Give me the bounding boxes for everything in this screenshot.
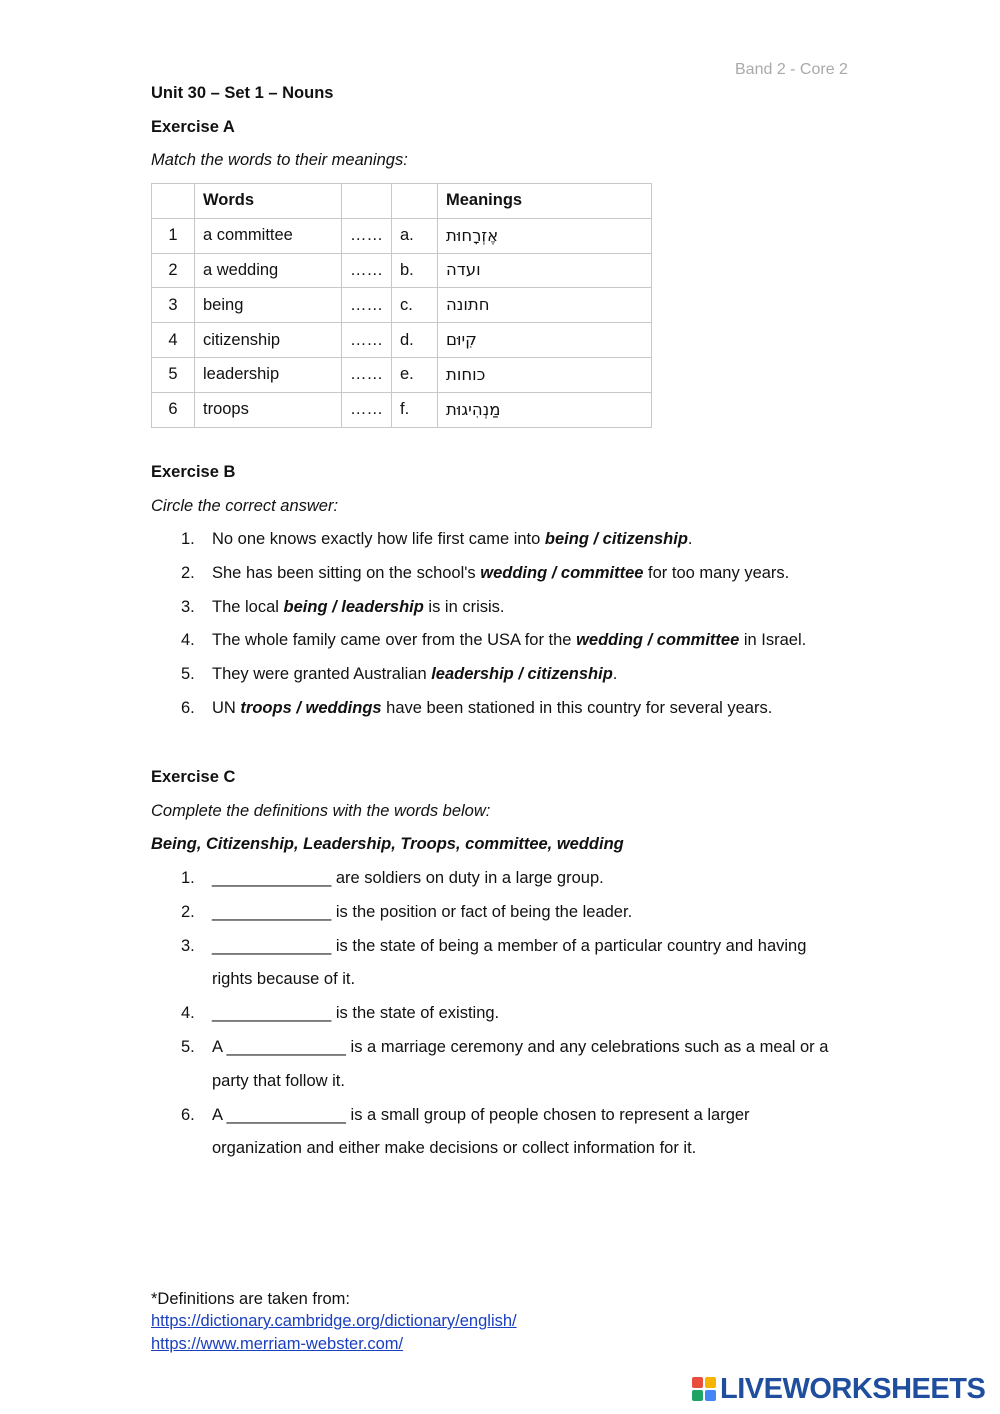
header-meanings: Meanings	[438, 184, 652, 219]
answer-blank[interactable]: ……	[342, 323, 392, 358]
row-meaning: חתונה	[446, 295, 490, 315]
row-letter: c.	[392, 288, 438, 323]
definition-continuation: party that follow it.	[212, 1071, 345, 1090]
item-number: 3.	[181, 597, 195, 616]
sentence-end: for too many years.	[643, 563, 790, 582]
header-band-label: Band 2 - Core 2	[735, 61, 848, 78]
item-number: 5.	[181, 665, 195, 684]
logo-text: LIVEWORKSHEETS	[720, 1372, 986, 1405]
answer-options[interactable]: wedding / committee	[480, 563, 644, 582]
row-word: leadership	[195, 357, 342, 392]
list-item	[151, 523, 851, 557]
table-row	[152, 392, 652, 427]
list-item	[151, 930, 851, 998]
unit-title: Unit 30 – Set 1 – Nouns	[151, 84, 334, 102]
sentence-end: have been stationed in this country for several years.	[381, 698, 773, 717]
exercise-b-title: Exercise B	[151, 463, 236, 481]
sentence-start: UN	[212, 698, 241, 717]
item-number: 6.	[181, 1105, 195, 1124]
merriam-webster-link[interactable]: https://www.merriam-webster.com/	[151, 1335, 404, 1353]
answer-options[interactable]: wedding / committee	[576, 631, 740, 650]
item-number: 4.	[181, 1004, 195, 1023]
row-number: 5	[152, 357, 195, 392]
exercise-c-title: Exercise C	[151, 768, 236, 786]
row-word: being	[195, 288, 342, 323]
sentence-start: The local	[212, 597, 284, 616]
definition-text[interactable]: _____________ is the state of existing.	[212, 1004, 500, 1023]
table-row	[152, 253, 652, 288]
footer-note: *Definitions are taken from:	[151, 1290, 351, 1308]
table-row	[152, 357, 652, 392]
row-letter: a.	[392, 218, 438, 253]
row-word: a wedding	[195, 253, 342, 288]
row-letter: b.	[392, 253, 438, 288]
answer-blank[interactable]: ……	[342, 288, 392, 323]
list-item	[151, 997, 851, 1031]
row-number: 2	[152, 253, 195, 288]
header-blank-cell	[342, 184, 392, 219]
exercise-c-list	[151, 862, 851, 1166]
row-letter: f.	[392, 392, 438, 427]
definition-text[interactable]: A _____________ is a small group of people chosen to represent a larger	[212, 1105, 750, 1124]
row-number: 1	[152, 218, 195, 253]
row-number: 3	[152, 288, 195, 323]
exercise-c-instruction: Complete the definitions with the words below:	[151, 802, 491, 820]
header-letter-cell	[392, 184, 438, 219]
item-number: 5.	[181, 1037, 195, 1056]
list-item	[151, 692, 851, 726]
definition-continuation: organization and either make decisions or collect information for it.	[212, 1139, 697, 1158]
table-row	[152, 218, 652, 253]
sentence-start: They were granted Australian	[212, 665, 432, 684]
item-number: 6.	[181, 698, 195, 717]
exercise-a-title: Exercise A	[151, 118, 235, 136]
header-words: Words	[195, 184, 342, 219]
sentence-end: in Israel.	[739, 631, 807, 650]
exercise-a-instruction: Match the words to their meanings:	[151, 151, 408, 169]
row-word: troops	[195, 392, 342, 427]
answer-options[interactable]: being / citizenship	[544, 530, 688, 548]
item-number: 3.	[181, 936, 195, 955]
sentence-start: She has been sitting on the school's	[212, 563, 481, 582]
item-number: 2.	[181, 902, 195, 921]
list-item	[151, 862, 851, 896]
row-number: 4	[152, 323, 195, 358]
row-word: citizenship	[195, 323, 342, 358]
list-item	[151, 1099, 851, 1167]
header-num-cell	[152, 184, 195, 219]
answer-blank[interactable]: ……	[342, 218, 392, 253]
list-item	[151, 896, 851, 930]
row-letter: e.	[392, 357, 438, 392]
sentence-start: No one knows exactly how life first came into	[212, 530, 545, 548]
definition-text[interactable]: _____________ are soldiers on duty in a large group.	[212, 869, 604, 887]
list-item	[151, 624, 851, 658]
answer-blank[interactable]: ……	[342, 357, 392, 392]
sentence-end: is in crisis.	[423, 597, 505, 616]
definition-text[interactable]: A _____________ is a marriage ceremony and any celebrations such as a meal or a	[212, 1037, 829, 1056]
liveworksheets-logo	[692, 1374, 985, 1404]
row-meaning: מַנְהִיגוּת	[446, 399, 501, 419]
word-bank: Being, Citizenship, Leadership, Troops, committee, wedding	[151, 835, 624, 853]
row-word: a committee	[195, 218, 342, 253]
row-letter: d.	[392, 323, 438, 358]
sentence-start: The whole family came over from the USA for the	[212, 631, 577, 650]
exercise-b-list	[151, 523, 851, 726]
item-number: 1.	[181, 530, 195, 548]
answer-options[interactable]: being / leadership	[283, 597, 424, 616]
table-row	[152, 323, 652, 358]
row-meaning: כוחות	[446, 364, 486, 384]
sentence-end: .	[612, 665, 618, 684]
list-item	[151, 557, 851, 591]
answer-options[interactable]: leadership / citizenship	[431, 665, 613, 684]
exercise-b-instruction: Circle the correct answer:	[151, 497, 339, 515]
list-item	[151, 591, 851, 625]
item-number: 4.	[181, 631, 195, 650]
list-item	[151, 1031, 851, 1099]
table-row	[152, 288, 652, 323]
table-header-row	[152, 184, 652, 219]
logo-grid-icon	[692, 1377, 716, 1401]
row-number: 6	[152, 392, 195, 427]
answer-blank[interactable]: ……	[342, 253, 392, 288]
row-meaning: ועדה	[446, 260, 481, 280]
sentence-end: .	[687, 530, 693, 548]
definition-continuation: rights because of it.	[212, 970, 356, 989]
definition-text[interactable]: _____________ is the position or fact of being the leader.	[212, 902, 633, 921]
row-meaning: קִיוּם	[446, 330, 477, 350]
definition-text[interactable]: _____________ is the state of being a member of a particular country and having	[212, 936, 807, 955]
row-meaning: אֶזְרָחוּת	[446, 225, 499, 245]
answer-options[interactable]: troops / weddings	[240, 698, 382, 717]
matching-table	[151, 183, 652, 428]
cambridge-link[interactable]: https://dictionary.cambridge.org/dictionary/english/	[151, 1312, 517, 1330]
item-number: 2.	[181, 563, 195, 582]
answer-blank[interactable]: ……	[342, 392, 392, 427]
list-item	[151, 658, 851, 692]
item-number: 1.	[181, 869, 195, 887]
